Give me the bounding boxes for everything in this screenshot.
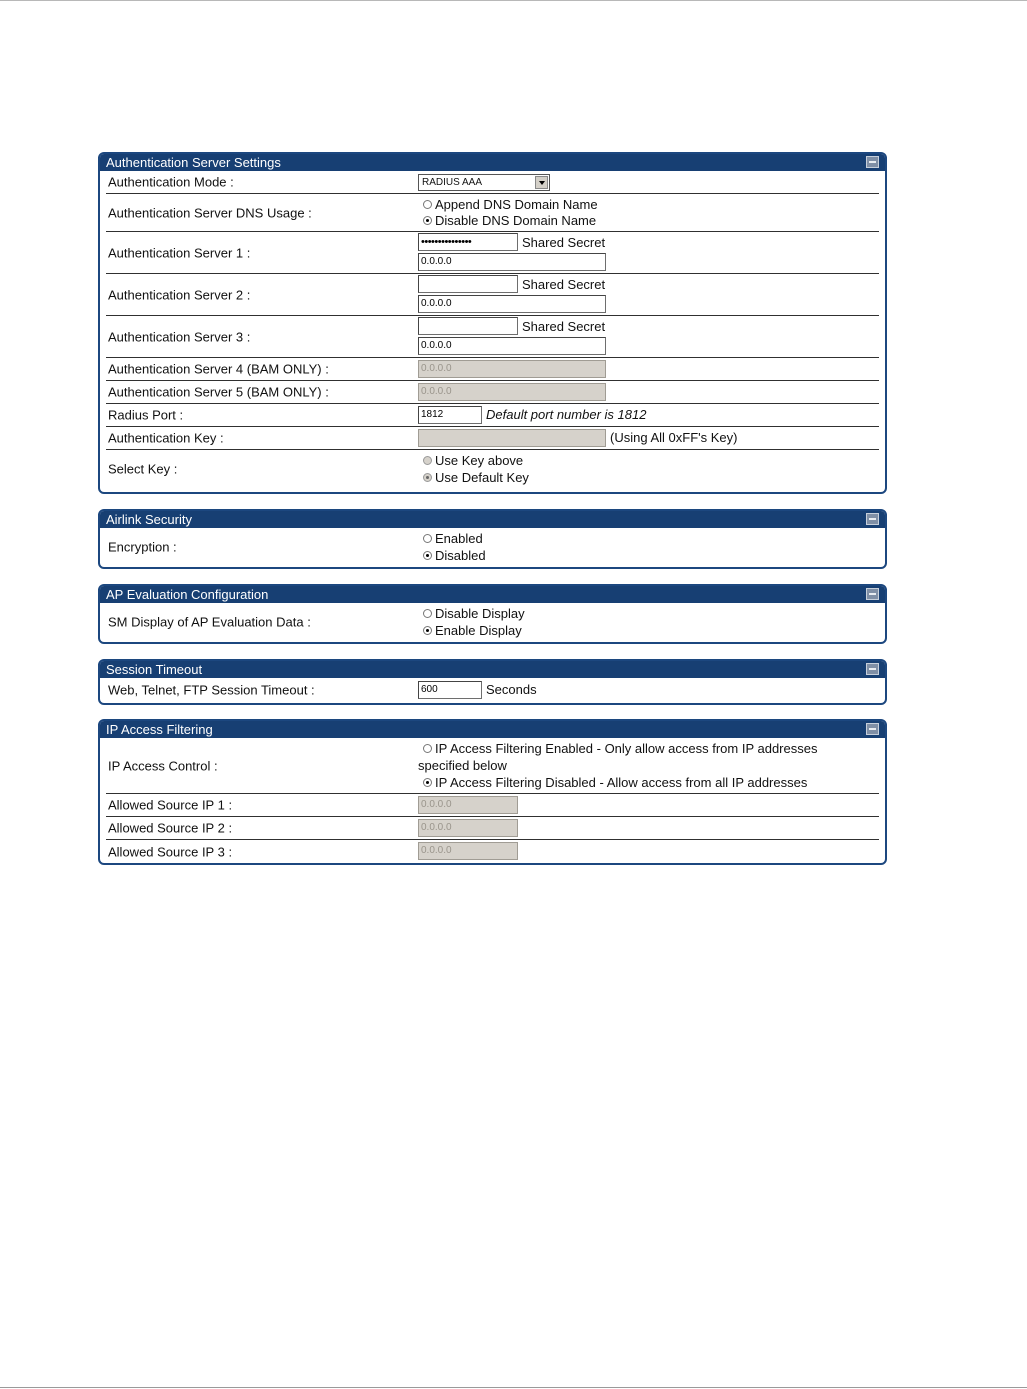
session-timeout-row bbox=[106, 678, 879, 702]
auth-mode-control bbox=[418, 171, 879, 193]
auth-server-3-control bbox=[418, 316, 879, 357]
ap-eval-display-label: SM Display of AP Evaluation Data : bbox=[108, 614, 311, 630]
session-timeout-label: Web, Telnet, FTP Session Timeout : bbox=[108, 682, 315, 698]
radius-port-label: Radius Port : bbox=[108, 407, 184, 423]
radius-port-hint: Default port number is 1812 bbox=[486, 407, 647, 422]
auth-server-1-label: Authentication Server 1 : bbox=[108, 245, 251, 260]
panel-title: Airlink Security bbox=[106, 512, 192, 527]
auth-server-2-secret-field[interactable] bbox=[418, 275, 518, 293]
allowed-ip-1-label: Allowed Source IP 1 : bbox=[108, 797, 233, 813]
allowed-ip-1-field: 0.0.0.0 bbox=[418, 796, 518, 814]
panel-title: AP Evaluation Configuration bbox=[106, 587, 269, 602]
radius-port-field[interactable]: 1812 bbox=[418, 406, 482, 424]
ip-access-control-label: IP Access Control : bbox=[108, 758, 218, 773]
use-key-above-option bbox=[423, 453, 523, 469]
ap-eval-display-control bbox=[418, 603, 879, 641]
dns-usage-control bbox=[418, 194, 879, 231]
disable-display-text: Disable Display bbox=[435, 606, 525, 621]
allowed-ip-2-row bbox=[106, 817, 879, 840]
auth-server-1-control bbox=[418, 232, 879, 273]
allowed-ip-1-control bbox=[418, 794, 879, 816]
use-key-above-radio bbox=[423, 456, 432, 465]
dns-append-radio[interactable] bbox=[423, 200, 432, 209]
collapse-icon[interactable] bbox=[866, 513, 879, 525]
auth-server-5-control bbox=[418, 381, 879, 403]
auth-key-row bbox=[106, 427, 879, 450]
panel-title: Authentication Server Settings bbox=[106, 155, 281, 170]
collapse-icon[interactable] bbox=[866, 663, 879, 675]
auth-server-settings-panel bbox=[98, 152, 887, 494]
collapse-icon[interactable] bbox=[866, 588, 879, 600]
panel-header bbox=[100, 721, 885, 738]
session-timeout-field[interactable]: 600 bbox=[418, 681, 482, 699]
encryption-disabled-text: Disabled bbox=[435, 548, 486, 563]
auth-key-control bbox=[418, 427, 879, 449]
auth-server-4-control bbox=[418, 358, 879, 380]
auth-server-2-control bbox=[418, 274, 879, 315]
allowed-ip-3-control bbox=[418, 840, 879, 863]
auth-server-2-label: Authentication Server 2 : bbox=[108, 287, 251, 302]
collapse-icon[interactable] bbox=[866, 156, 879, 168]
auth-server-5-label: Authentication Server 5 (BAM ONLY) : bbox=[108, 384, 329, 400]
disable-display-radio[interactable] bbox=[423, 609, 432, 618]
enable-display-radio[interactable] bbox=[423, 626, 432, 635]
auth-server-5-row bbox=[106, 381, 879, 404]
use-default-key-option bbox=[423, 470, 529, 486]
ip-access-control-row bbox=[106, 738, 879, 794]
encryption-disabled-radio[interactable] bbox=[423, 551, 432, 560]
encryption-row bbox=[106, 528, 879, 566]
enable-display-text: Enable Display bbox=[435, 623, 522, 638]
panel-header bbox=[100, 154, 885, 171]
auth-server-3-ip-field[interactable]: 0.0.0.0 bbox=[418, 337, 606, 355]
shared-secret-label: Shared Secret bbox=[522, 277, 606, 292]
use-default-key-radio bbox=[423, 473, 432, 482]
page-bottom-rule bbox=[0, 1387, 1027, 1388]
allowed-ip-1-row bbox=[106, 794, 879, 817]
panel-title: IP Access Filtering bbox=[106, 722, 213, 737]
encryption-enabled-option[interactable] bbox=[423, 531, 483, 547]
ap-eval-display-row bbox=[106, 603, 879, 641]
select-key-row bbox=[106, 450, 879, 488]
chevron-down-icon[interactable] bbox=[535, 176, 548, 189]
use-key-above-text: Use Key above bbox=[435, 453, 524, 468]
ip-filter-disabled-option[interactable] bbox=[423, 775, 807, 791]
panel-header bbox=[100, 661, 885, 678]
session-timeout-unit: Seconds bbox=[486, 682, 537, 697]
auth-mode-label: Authentication Mode : bbox=[108, 174, 234, 190]
auth-server-3-label: Authentication Server 3 : bbox=[108, 329, 251, 344]
allowed-ip-2-label: Allowed Source IP 2 : bbox=[108, 820, 233, 836]
allowed-ip-2-control bbox=[418, 817, 879, 839]
auth-mode-row bbox=[106, 171, 879, 194]
auth-key-field bbox=[418, 429, 606, 447]
dns-usage-label: Authentication Server DNS Usage : bbox=[108, 205, 312, 220]
disable-display-option[interactable] bbox=[423, 606, 525, 622]
auth-key-label: Authentication Key : bbox=[108, 430, 224, 446]
auth-server-3-row bbox=[106, 316, 879, 358]
dns-append-text: Append DNS Domain Name bbox=[435, 197, 598, 212]
ap-evaluation-panel bbox=[98, 584, 887, 644]
encryption-disabled-option[interactable] bbox=[423, 548, 486, 564]
auth-server-5-ip-field: 0.0.0.0 bbox=[418, 383, 606, 401]
auth-key-hint: (Using All 0xFF's Key) bbox=[610, 430, 738, 445]
ip-access-filtering-panel bbox=[98, 719, 887, 865]
session-timeout-panel bbox=[98, 659, 887, 705]
panel-header bbox=[100, 511, 885, 528]
allowed-ip-3-row bbox=[106, 840, 879, 863]
auth-server-1-ip-field[interactable]: 0.0.0.0 bbox=[418, 253, 606, 271]
encryption-enabled-text: Enabled bbox=[435, 531, 483, 546]
radius-port-control bbox=[418, 404, 879, 426]
dns-usage-row bbox=[106, 194, 879, 232]
auth-server-4-row bbox=[106, 358, 879, 381]
encryption-enabled-radio[interactable] bbox=[423, 534, 432, 543]
auth-mode-select[interactable] bbox=[418, 174, 550, 191]
encryption-label: Encryption : bbox=[108, 539, 177, 555]
ip-filter-enabled-option[interactable] bbox=[423, 741, 817, 757]
radius-port-row bbox=[106, 404, 879, 427]
dns-disable-radio[interactable] bbox=[423, 216, 432, 225]
allowed-ip-2-field: 0.0.0.0 bbox=[418, 819, 518, 837]
auth-mode-value: RADIUS AAA bbox=[422, 177, 483, 188]
ip-filter-disabled-text: IP Access Filtering Disabled - Allow access from all IP addresses bbox=[435, 775, 808, 790]
airlink-security-panel bbox=[98, 509, 887, 569]
panel-header bbox=[100, 586, 885, 603]
select-key-control bbox=[418, 450, 879, 488]
ip-access-control-control bbox=[418, 738, 879, 793]
ip-filter-enabled-text-line2: specified below bbox=[418, 758, 507, 773]
encryption-control bbox=[418, 528, 879, 566]
allowed-ip-3-label: Allowed Source IP 3 : bbox=[108, 844, 233, 859]
allowed-ip-3-field: 0.0.0.0 bbox=[418, 842, 518, 860]
page-top-rule bbox=[0, 0, 1027, 1]
auth-server-1-row bbox=[106, 232, 879, 274]
use-default-key-text: Use Default Key bbox=[435, 470, 529, 485]
dns-append-option[interactable] bbox=[423, 197, 598, 213]
panel-title: Session Timeout bbox=[106, 662, 203, 677]
session-timeout-control bbox=[418, 678, 879, 702]
auth-server-4-label: Authentication Server 4 (BAM ONLY) : bbox=[108, 361, 329, 377]
auth-server-4-ip-field: 0.0.0.0 bbox=[418, 360, 606, 378]
shared-secret-label: Shared Secret bbox=[522, 319, 606, 334]
dns-disable-text: Disable DNS Domain Name bbox=[435, 213, 597, 228]
collapse-icon[interactable] bbox=[866, 723, 879, 735]
select-key-label: Select Key : bbox=[108, 461, 178, 477]
ip-filter-enabled-text: IP Access Filtering Enabled - Only allow access from IP addresses bbox=[435, 741, 818, 756]
enable-display-option[interactable] bbox=[423, 623, 522, 639]
auth-server-2-row bbox=[106, 274, 879, 316]
shared-secret-label: Shared Secret bbox=[522, 235, 606, 250]
auth-server-1-secret-field[interactable]: ••••••••••••••• bbox=[418, 233, 518, 251]
dns-disable-option[interactable] bbox=[423, 213, 596, 229]
auth-server-3-secret-field[interactable] bbox=[418, 317, 518, 335]
ip-filter-disabled-radio[interactable] bbox=[423, 778, 432, 787]
auth-server-2-ip-field[interactable]: 0.0.0.0 bbox=[418, 295, 606, 313]
ip-filter-enabled-radio[interactable] bbox=[423, 744, 432, 753]
